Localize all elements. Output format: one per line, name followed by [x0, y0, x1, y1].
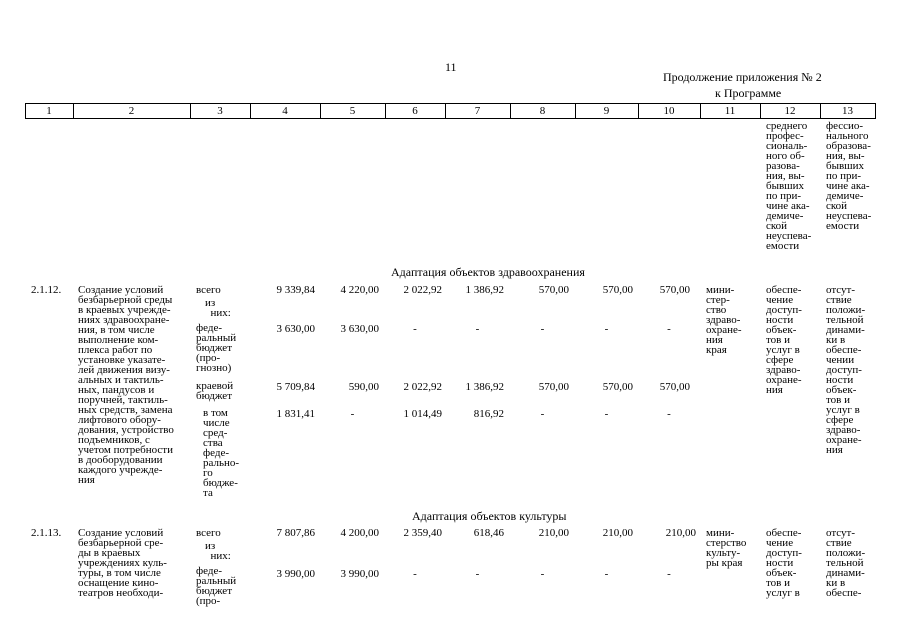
header-col-11: 11	[724, 105, 736, 117]
row-executor: мини- стерство культу- ры края	[706, 527, 747, 569]
value-including-col6: 1 014,49	[403, 408, 442, 420]
value-total-col9: 570,00	[602, 284, 633, 296]
value-regional-col7: 1 386,92	[465, 381, 504, 393]
source-federal-label: феде- ральный бюджет (про- гнозно)	[196, 322, 237, 374]
section-title-health: Адаптация объектов здравоохранения	[391, 265, 585, 279]
row-indicator: обеспе- чение доступ- ности объек- тов и услуг в	[766, 527, 802, 599]
value-total-col10: 570,00	[659, 284, 690, 296]
header-col-7: 7	[474, 105, 481, 117]
value-federal-col4: 3 630,00	[276, 323, 315, 335]
value-including-col10: -	[667, 408, 671, 420]
value-regional-col8: 570,00	[538, 381, 569, 393]
header-col-6: 6	[412, 105, 418, 117]
row-result: отсут- ствие положи- тельной динами- ки в обеспе-	[826, 527, 866, 599]
row-name: Создание условий безбарьерной среды в краевых учрежде- ниях здравоохране- ния, в том числе выполнение ком- плекса работ по установке указате- лей движения визу- альных и тактиль- ных, пандусов и поручней, тактиль- ных средств, замена лифтового обору- дования, устройство подъемников, с учетом потребности в дооборудовании каждого учрежде- ния	[78, 284, 174, 486]
value-including-col7: 816,92	[473, 408, 504, 420]
header-col-10: 10	[663, 105, 675, 117]
value-federal-col9: -	[604, 568, 609, 580]
source-of-label: из них:	[205, 540, 231, 562]
value-federal-col4: 3 990,00	[276, 568, 315, 580]
header-col-13: 13	[842, 105, 853, 117]
value-federal-col5: 3 630,00	[340, 323, 379, 335]
value-federal-col7: -	[475, 323, 480, 335]
header-col-5: 5	[349, 105, 356, 117]
value-total-col4: 9 339,84	[276, 284, 315, 296]
header-col-12: 12	[784, 105, 796, 117]
source-regional-label: краевой бюджет	[196, 380, 234, 402]
source-of-label: из них:	[205, 297, 231, 319]
value-regional-col4: 5 709,84	[276, 381, 315, 393]
value-federal-col6: -	[413, 323, 417, 335]
value-including-col4: 1 831,41	[276, 408, 315, 420]
value-federal-col9: -	[604, 323, 609, 335]
header-col-4: 4	[282, 105, 288, 117]
value-federal-col5: 3 990,00	[340, 568, 379, 580]
value-federal-col10: -	[667, 568, 671, 580]
row-indicator: обеспе- чение доступ- ности объек- тов и услуг в сфере здраво- охране- ния	[766, 284, 802, 396]
value-total-col8: 210,00	[538, 527, 569, 539]
carryover-col13: фессио- нального образова- ния, вы- бывших по при- чине ака- демиче- ской неуспева- емости	[826, 120, 872, 232]
value-total-col8: 570,00	[538, 284, 569, 296]
value-federal-col10: -	[667, 323, 671, 335]
section-title-culture: Адаптация объектов культуры	[412, 509, 567, 523]
value-federal-col8: -	[540, 323, 545, 335]
header-col-3: 3	[217, 105, 223, 117]
page-number: 11	[445, 60, 457, 74]
value-including-col9: -	[604, 408, 609, 420]
source-total-label: всего	[196, 527, 221, 539]
value-regional-col10: 570,00	[659, 381, 690, 393]
continuation-subtitle: к Программе	[715, 86, 782, 100]
value-total-col7: 618,46	[473, 527, 504, 539]
header-col-9: 9	[603, 105, 610, 117]
value-total-col4: 7 807,86	[276, 527, 315, 539]
value-total-col7: 1 386,92	[465, 284, 504, 296]
value-federal-col8: -	[540, 568, 545, 580]
value-total-col5: 4 200,00	[340, 527, 379, 539]
header-col-8: 8	[539, 105, 546, 117]
value-including-col5: -	[350, 408, 355, 420]
value-federal-col7: -	[475, 568, 480, 580]
carryover-col12: среднего профес- сиональ- ного об- разова- ния, вы- бывших по при- чине ака- демиче- ской неуспева- емости	[766, 120, 812, 252]
source-including-label: в том числе сред- ства феде- рально- го бюдже- та	[203, 407, 240, 499]
header-col-2: 2	[128, 105, 135, 117]
value-total-col6: 2 022,92	[403, 284, 442, 296]
row-number: 2.1.13.	[31, 527, 62, 539]
source-federal-label: феде- ральный бюджет (про-	[196, 565, 237, 607]
value-total-col10: 210,00	[665, 527, 696, 539]
header-col-1: 1	[46, 105, 52, 117]
value-regional-col6: 2 022,92	[403, 381, 442, 393]
value-regional-col5: 590,00	[348, 381, 379, 393]
value-federal-col6: -	[413, 568, 417, 580]
row-name: Создание условий безбарьерной сре- ды в краевых учреждениях куль- туры, в том числе оснащение кино- театров необходи-	[78, 527, 167, 599]
row-result: отсут- ствие положи- тельной динами- ки в обеспе- чении доступ- ности объек- тов и услуг в сфере здраво- охране- ния	[826, 284, 866, 456]
value-total-col6: 2 359,40	[403, 527, 442, 539]
continuation-title: Продолжение приложения № 2	[663, 70, 822, 84]
value-including-col8: -	[540, 408, 545, 420]
source-total-label: всего	[196, 284, 221, 296]
value-total-col5: 4 220,00	[340, 284, 379, 296]
row-number: 2.1.12.	[31, 284, 62, 296]
row-executor: мини- стер- ство здраво- охране- ния края	[706, 284, 742, 356]
value-regional-col9: 570,00	[602, 381, 633, 393]
value-total-col9: 210,00	[602, 527, 633, 539]
